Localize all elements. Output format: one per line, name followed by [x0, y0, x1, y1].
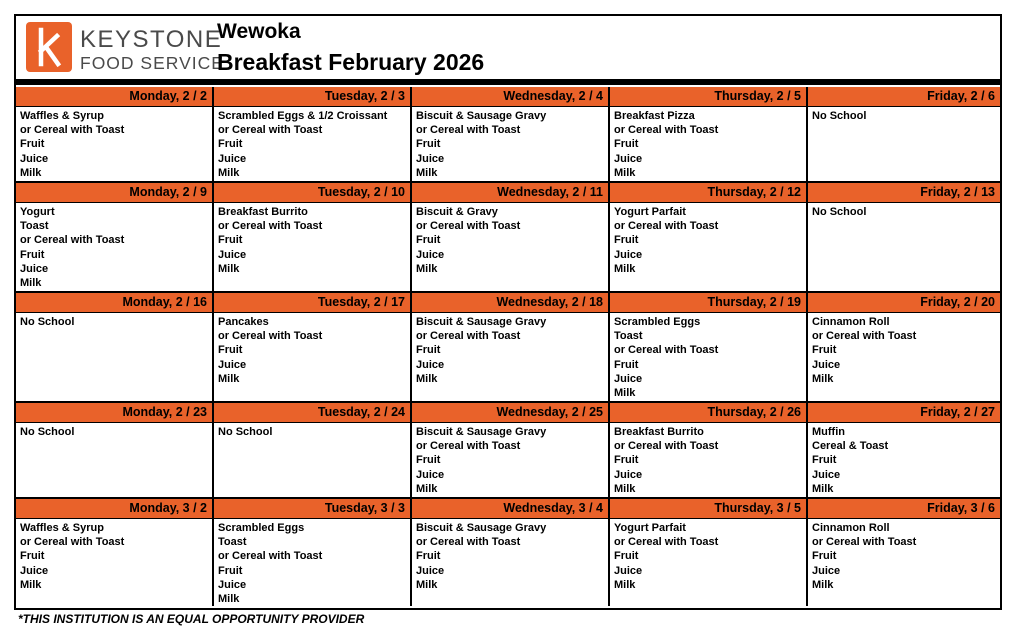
- menu-item: No School: [20, 426, 75, 438]
- week-row: [16, 499, 1000, 606]
- day-menu: [610, 106, 806, 181]
- day-cell: [808, 183, 1000, 291]
- day-menu: [214, 422, 410, 497]
- day-date-header: Wednesday, 3 / 4: [412, 499, 608, 518]
- day-cell: [808, 403, 1000, 497]
- menu-item: Fruit: [416, 454, 441, 467]
- menu-item: Fruit: [614, 138, 639, 151]
- day-menu: [808, 202, 1000, 291]
- day-menu: [808, 312, 1000, 401]
- menu-item: or Cereal with Toast: [614, 536, 719, 549]
- day-cell: [16, 499, 214, 606]
- menu-item: Fruit: [416, 138, 441, 151]
- menu-item: Milk: [614, 387, 636, 400]
- keystone-logo: [26, 22, 224, 78]
- day-menu: [808, 422, 1000, 497]
- menu-item: Fruit: [812, 550, 837, 563]
- menu-item: Milk: [416, 482, 438, 495]
- menu-item: Milk: [218, 262, 240, 275]
- menu-item: Milk: [416, 372, 438, 385]
- day-date-header: Thursday, 3 / 5: [610, 499, 806, 518]
- menu-item: Juice: [812, 468, 841, 481]
- menu-item: No School: [20, 316, 75, 328]
- menu-item: Fruit: [614, 454, 639, 467]
- day-menu: [412, 312, 608, 401]
- menu-item: Milk: [812, 578, 834, 591]
- day-date-header: Thursday, 2 / 19: [610, 293, 806, 312]
- day-cell: [808, 499, 1000, 606]
- day-cell: [808, 87, 1000, 181]
- day-menu: [412, 202, 608, 291]
- day-date-header: Thursday, 2 / 26: [610, 403, 806, 422]
- day-cell: [808, 293, 1000, 401]
- day-menu: [16, 202, 212, 291]
- menu-item: Milk: [614, 578, 636, 591]
- day-cell: [214, 499, 412, 606]
- menu-grid: [16, 87, 1000, 610]
- menu-item: Fruit: [218, 234, 243, 247]
- menu-item: Cinnamon Roll: [812, 316, 890, 328]
- menu-item: or Cereal with Toast: [20, 234, 125, 247]
- menu-item: Toast: [20, 220, 49, 233]
- menu-item: Pancakes: [218, 316, 269, 328]
- menu-item: No School: [218, 426, 273, 438]
- day-cell: [610, 183, 808, 291]
- day-cell: [412, 293, 610, 401]
- day-date-header: Friday, 2 / 6: [808, 87, 1000, 106]
- menu-item: Juice: [614, 468, 643, 481]
- day-cell: [214, 87, 412, 181]
- menu-item: Juice: [416, 152, 445, 165]
- menu-item: Fruit: [218, 564, 243, 577]
- menu-item: Juice: [218, 152, 247, 165]
- menu-item: Juice: [218, 248, 247, 261]
- day-menu: [214, 312, 410, 401]
- day-cell: [16, 293, 214, 401]
- day-date-header: Friday, 2 / 13: [808, 183, 1000, 202]
- day-menu: [610, 312, 806, 401]
- menu-item: Scrambled Eggs: [218, 522, 305, 534]
- menu-item: Fruit: [218, 138, 243, 151]
- day-date-header: Monday, 2 / 9: [16, 183, 212, 202]
- menu-item: Milk: [416, 578, 438, 591]
- day-cell: [610, 293, 808, 401]
- menu-item: Fruit: [812, 454, 837, 467]
- menu-item: or Cereal with Toast: [614, 440, 719, 453]
- menu-item: Muffin: [812, 426, 845, 438]
- menu-item: Juice: [218, 358, 247, 371]
- day-menu: [214, 518, 410, 606]
- day-menu: [610, 518, 806, 606]
- menu-item: Scrambled Eggs: [614, 316, 701, 328]
- equal-opportunity-notice: *THIS INSTITUTION IS AN EQUAL OPPORTUNITY PROVIDER: [18, 612, 365, 626]
- day-date-header: Wednesday, 2 / 4: [412, 87, 608, 106]
- menu-item: Cereal & Toast: [812, 440, 889, 453]
- menu-item: Fruit: [20, 550, 45, 563]
- menu-item: Juice: [416, 468, 445, 481]
- menu-item: Milk: [614, 262, 636, 275]
- menu-item: Milk: [416, 166, 438, 179]
- menu-item: or Cereal with Toast: [812, 536, 917, 549]
- menu-item: or Cereal with Toast: [614, 220, 719, 233]
- menu-item: Toast: [218, 536, 247, 549]
- menu-item: Fruit: [416, 234, 441, 247]
- day-date-header: Thursday, 2 / 5: [610, 87, 806, 106]
- menu-item: Milk: [20, 166, 42, 179]
- day-cell: [610, 499, 808, 606]
- menu-item: Juice: [614, 152, 643, 165]
- menu-item: No School: [812, 110, 867, 122]
- menu-item: Fruit: [416, 344, 441, 357]
- school-name: Wewoka: [217, 20, 301, 43]
- week-row: [16, 183, 1000, 291]
- menu-item: Milk: [614, 166, 636, 179]
- day-date-header: Tuesday, 2 / 3: [214, 87, 410, 106]
- menu-item: Breakfast Burrito: [218, 206, 308, 218]
- week-row: [16, 293, 1000, 401]
- day-cell: [412, 499, 610, 606]
- day-menu: [808, 518, 1000, 606]
- menu-item: Juice: [218, 578, 247, 591]
- menu-item: or Cereal with Toast: [20, 536, 125, 549]
- menu-item: or Cereal with Toast: [218, 330, 323, 343]
- day-menu: [214, 106, 410, 181]
- menu-calendar-sheet: [14, 14, 1002, 610]
- menu-title: Breakfast February 2026: [217, 49, 485, 75]
- menu-item: Juice: [20, 262, 49, 275]
- menu-item: Juice: [20, 564, 49, 577]
- day-cell: [214, 293, 412, 401]
- menu-item: Juice: [614, 564, 643, 577]
- menu-item: Biscuit & Gravy: [416, 206, 498, 218]
- menu-item: or Cereal with Toast: [416, 536, 521, 549]
- menu-item: Toast: [614, 330, 643, 343]
- menu-item: Juice: [416, 564, 445, 577]
- day-date-header: Friday, 2 / 27: [808, 403, 1000, 422]
- day-date-header: Tuesday, 3 / 3: [214, 499, 410, 518]
- menu-item: Fruit: [812, 344, 837, 357]
- day-cell: [412, 403, 610, 497]
- menu-item: Fruit: [614, 550, 639, 563]
- day-date-header: Thursday, 2 / 12: [610, 183, 806, 202]
- day-menu: [610, 202, 806, 291]
- menu-item: No School: [812, 206, 867, 218]
- header-divider: [16, 79, 1000, 85]
- menu-item: Milk: [812, 482, 834, 495]
- day-date-header: Tuesday, 2 / 24: [214, 403, 410, 422]
- day-date-header: Tuesday, 2 / 17: [214, 293, 410, 312]
- menu-item: Milk: [614, 482, 636, 495]
- day-date-header: Wednesday, 2 / 25: [412, 403, 608, 422]
- day-date-header: Friday, 3 / 6: [808, 499, 1000, 518]
- menu-item: or Cereal with Toast: [20, 124, 125, 137]
- menu-item: Juice: [20, 152, 49, 165]
- day-cell: [610, 403, 808, 497]
- menu-item: Milk: [218, 166, 240, 179]
- day-date-header: Wednesday, 2 / 11: [412, 183, 608, 202]
- brand-name: KEYSTONE: [80, 26, 223, 53]
- menu-item: Yogurt Parfait: [614, 522, 686, 534]
- day-menu: [16, 312, 212, 401]
- brand-subtitle: FOOD SERVICE: [80, 53, 224, 73]
- day-menu: [16, 422, 212, 497]
- menu-item: Fruit: [614, 358, 639, 371]
- menu-item: Biscuit & Sausage Gravy: [416, 110, 547, 122]
- menu-item: Milk: [812, 372, 834, 385]
- menu-item: Fruit: [218, 344, 243, 357]
- menu-item: or Cereal with Toast: [416, 220, 521, 233]
- day-date-header: Friday, 2 / 20: [808, 293, 1000, 312]
- menu-item: Milk: [20, 277, 42, 290]
- menu-item: Fruit: [20, 138, 45, 151]
- week-row: [16, 403, 1000, 497]
- day-date-header: Wednesday, 2 / 18: [412, 293, 608, 312]
- day-cell: [214, 403, 412, 497]
- day-cell: [214, 183, 412, 291]
- day-date-header: Monday, 2 / 23: [16, 403, 212, 422]
- day-menu: [610, 422, 806, 497]
- day-cell: [412, 87, 610, 181]
- menu-item: Yogurt: [20, 206, 55, 218]
- menu-item: Yogurt Parfait: [614, 206, 686, 218]
- menu-item: Fruit: [416, 550, 441, 563]
- menu-item: Fruit: [20, 248, 45, 261]
- menu-item: Breakfast Pizza: [614, 110, 695, 122]
- menu-item: Juice: [812, 358, 841, 371]
- day-menu: [214, 202, 410, 291]
- calendar-header: [16, 16, 1000, 80]
- day-menu: [16, 106, 212, 181]
- menu-item: Cinnamon Roll: [812, 522, 890, 534]
- day-date-header: Tuesday, 2 / 10: [214, 183, 410, 202]
- day-menu: [808, 106, 1000, 181]
- menu-item: or Cereal with Toast: [416, 330, 521, 343]
- menu-item: Scrambled Eggs & 1/2 Croissant: [218, 110, 388, 122]
- menu-item: or Cereal with Toast: [218, 220, 323, 233]
- day-cell: [610, 87, 808, 181]
- day-cell: [16, 183, 214, 291]
- day-menu: [412, 518, 608, 606]
- menu-item: or Cereal with Toast: [416, 124, 521, 137]
- day-cell: [412, 183, 610, 291]
- menu-item: or Cereal with Toast: [614, 344, 719, 357]
- day-date-header: Monday, 3 / 2: [16, 499, 212, 518]
- day-menu: [16, 518, 212, 606]
- menu-item: Juice: [812, 564, 841, 577]
- menu-item: Waffles & Syrup: [20, 522, 104, 534]
- menu-item: Juice: [416, 248, 445, 261]
- menu-item: or Cereal with Toast: [812, 330, 917, 343]
- day-menu: [412, 106, 608, 181]
- menu-item: Fruit: [614, 234, 639, 247]
- menu-item: Juice: [614, 372, 643, 385]
- menu-item: or Cereal with Toast: [218, 550, 323, 563]
- menu-item: Milk: [416, 262, 438, 275]
- menu-item: Juice: [416, 358, 445, 371]
- menu-item: or Cereal with Toast: [218, 124, 323, 137]
- menu-item: or Cereal with Toast: [416, 440, 521, 453]
- week-row: [16, 87, 1000, 181]
- menu-item: Milk: [218, 593, 240, 606]
- day-cell: [16, 87, 214, 181]
- menu-item: Breakfast Burrito: [614, 426, 704, 438]
- menu-item: Biscuit & Sausage Gravy: [416, 426, 547, 438]
- menu-item: Biscuit & Sausage Gravy: [416, 522, 547, 534]
- menu-item: Juice: [614, 248, 643, 261]
- menu-item: Milk: [20, 578, 42, 591]
- menu-item: Milk: [218, 372, 240, 385]
- day-date-header: Monday, 2 / 2: [16, 87, 212, 106]
- day-date-header: Monday, 2 / 16: [16, 293, 212, 312]
- menu-item: or Cereal with Toast: [614, 124, 719, 137]
- day-cell: [16, 403, 214, 497]
- menu-item: Biscuit & Sausage Gravy: [416, 316, 547, 328]
- menu-item: Waffles & Syrup: [20, 110, 104, 122]
- keystone-logo-icon: [26, 22, 72, 72]
- day-menu: [412, 422, 608, 497]
